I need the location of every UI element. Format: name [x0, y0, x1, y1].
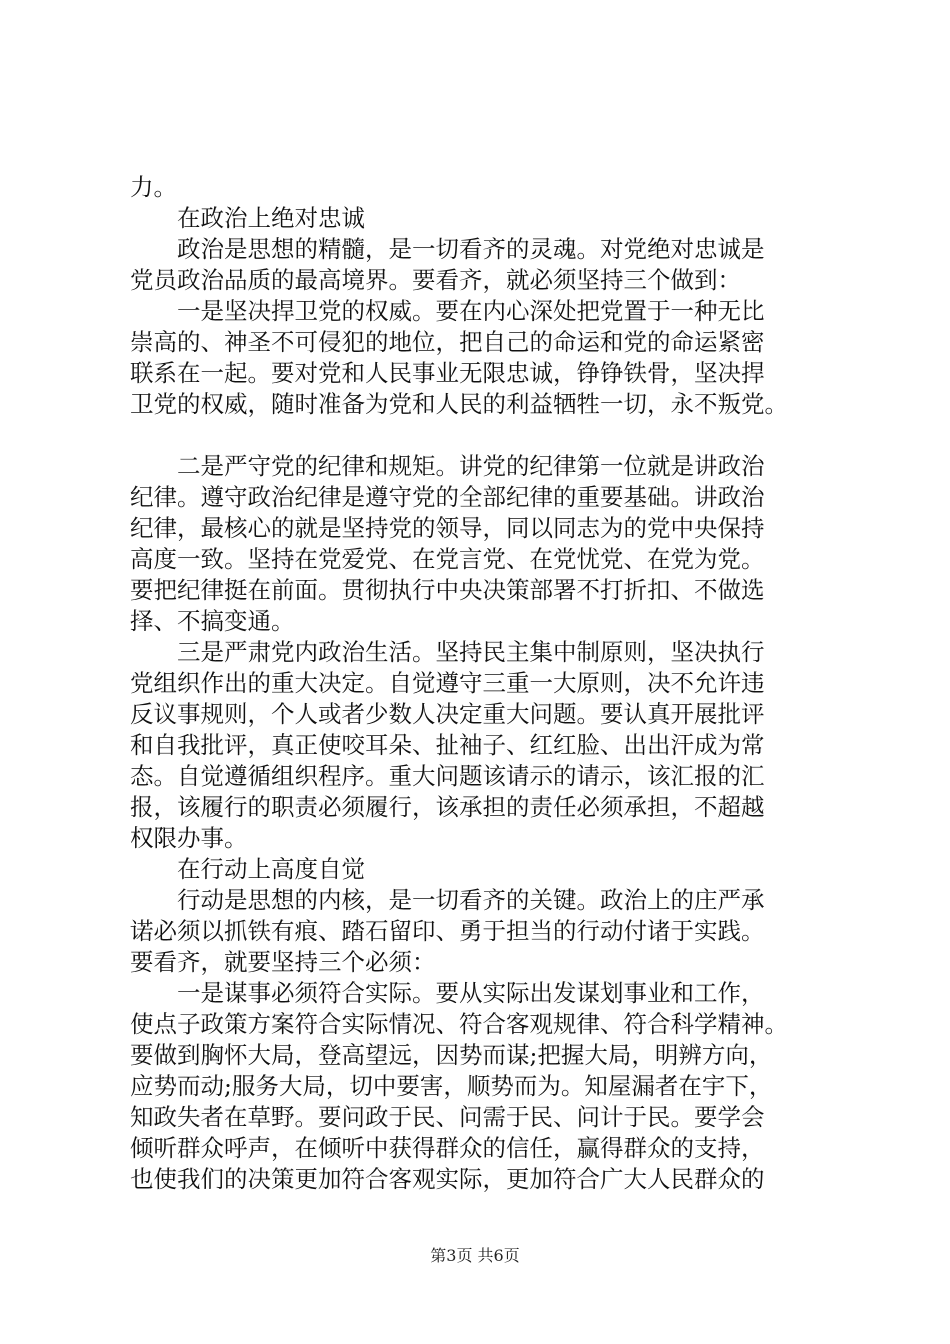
text-line: 二是严守党的纪律和规矩。讲党的纪律第一位就是讲政治: [177, 452, 765, 480]
text-line: 要做到胸怀大局，登高望远，因势而谋;把握大局，明辨方向，: [130, 1041, 773, 1069]
text-line: 一是谋事必须符合实际。要从实际出发谋划事业和工作，: [177, 979, 765, 1007]
text-line: 要把纪律挺在前面。贯彻执行中央决策部署不打折扣、不做选: [130, 576, 765, 604]
text-line: 在政治上绝对忠诚: [177, 204, 365, 232]
text-line: 应势而动;服务大局，切中要害，顺势而为。知屋漏者在宇下，: [130, 1072, 773, 1100]
text-line: 力。: [130, 173, 177, 201]
text-line: 态。自觉遵循组织程序。重大问题该请示的请示，该汇报的汇: [130, 762, 765, 790]
text-line: 使点子政策方案符合实际情况、符合客观规律、符合科学精神。: [130, 1010, 788, 1038]
text-line: 三是严肃党内政治生活。坚持民主集中制原则，坚决执行: [177, 638, 765, 666]
text-line: 一是坚决捍卫党的权威。要在内心深处把党置于一种无比: [177, 297, 765, 325]
page-footer: 第3页 共6页: [430, 1246, 520, 1265]
text-line: 和自我批评，真正使咬耳朵、扯袖子、红红脸、出出汗成为常: [130, 731, 765, 759]
text-line: 联系在一起。要对党和人民事业无限忠诚，铮铮铁骨，坚决捍: [130, 359, 765, 387]
text-line: 要看齐，就要坚持三个必须：: [130, 948, 436, 976]
text-line: 也使我们的决策更加符合客观实际，更加符合广大人民群众的: [130, 1165, 765, 1193]
text-line: 政治是思想的精髓，是一切看齐的灵魂。对党绝对忠诚是: [177, 235, 765, 263]
text-line: 在行动上高度自觉: [177, 855, 365, 883]
text-line: 知政失者在草野。要问政于民、问需于民、问计于民。要学会: [130, 1103, 765, 1131]
text-line: 党组织作出的重大决定。自觉遵守三重一大原则，决不允许违: [130, 669, 765, 697]
text-line: 倾听群众呼声，在倾听中获得群众的信任，赢得群众的支持，: [130, 1134, 765, 1162]
text-line: 报，该履行的职责必须履行，该承担的责任必须承担，不超越: [130, 793, 765, 821]
text-line: 党员政治品质的最高境界。要看齐，就必须坚持三个做到：: [130, 266, 741, 294]
text-line: 高度一致。坚持在党爱党、在党言党、在党忧党、在党为党。: [130, 545, 765, 573]
blank-line: [130, 420, 830, 451]
text-line: 诺必须以抓铁有痕、踏石留印、勇于担当的行动付诸于实践。: [130, 917, 765, 945]
text-line: 纪律，最核心的就是坚持党的领导，同以同志为的党中央保持: [130, 514, 765, 542]
text-line: 崇高的、神圣不可侵犯的地位，把自己的命运和党的命运紧密: [130, 328, 765, 356]
text-line: 行动是思想的内核，是一切看齐的关键。政治上的庄严承: [177, 886, 765, 914]
text-line: 权限办事。: [130, 824, 248, 852]
text-line: 择、不搞变通。: [130, 607, 295, 635]
text-line: 反议事规则，个人或者少数人决定重大问题。要认真开展批评: [130, 700, 765, 728]
document-body: [130, 172, 830, 1195]
text-line: 卫党的权威，随时准备为党和人民的利益牺牲一切，永不叛党。: [130, 390, 788, 418]
text-line: 纪律。遵守政治纪律是遵守党的全部纪律的重要基础。讲政治: [130, 483, 765, 511]
